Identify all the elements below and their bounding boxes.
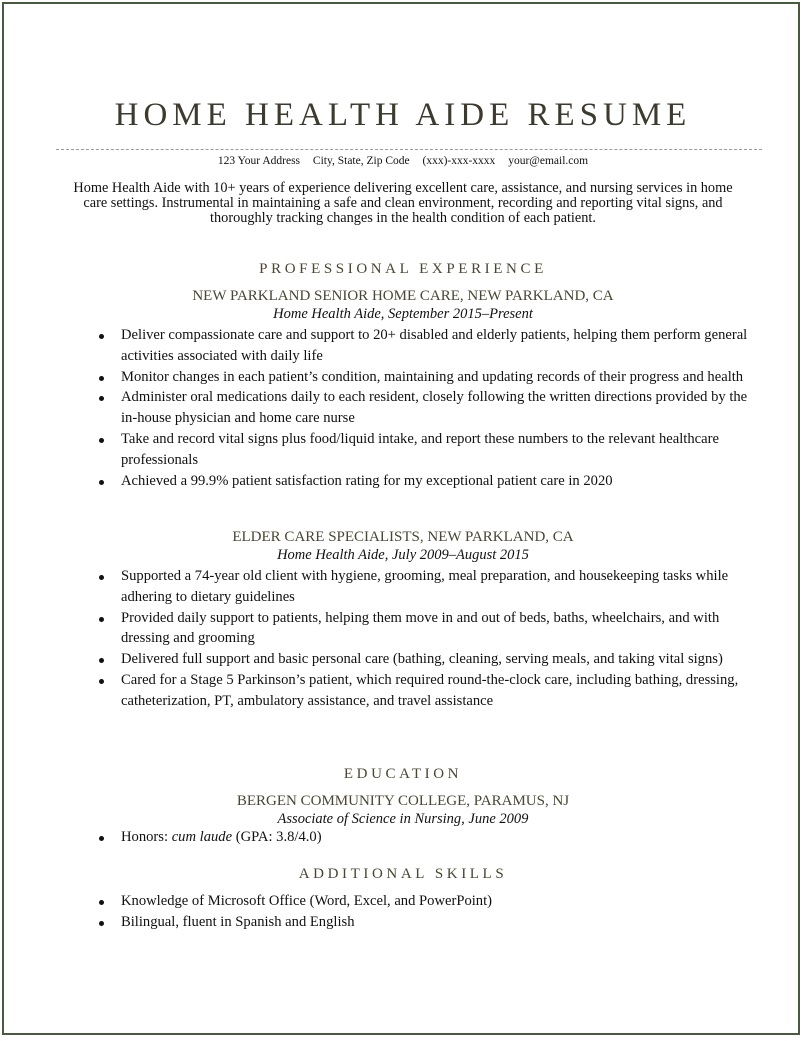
contact-address: 123 Your Address [217,155,301,167]
skills-bullet-list [98,891,748,933]
education-school: BERGEN COMMUNITY COLLEGE, PARAMUS, NJ [236,793,570,809]
list-item: Deliver compassionate care and support to 20+ disabled and elderly patients, helping them perform general activities associated with daily life [98,325,748,367]
list-item: Administer oral medications daily to each resident, closely following the written directions provided by the in-house physician and home care nurse [98,387,748,429]
job-bullet-list [98,325,748,491]
education-degree: Associate of Science in Nursing, June 2009 [277,811,529,827]
list-item [98,827,748,848]
resume-title: HOME HEALTH AIDE RESUME [114,97,692,133]
contact-city: City, State, Zip Code [312,155,410,167]
contact-line [0,153,806,169]
list-item: Take and record vital signs plus food/liquid intake, and report these numbers to the relevant healthcare professionals [98,429,748,471]
list-item: Achieved a 99.9% patient satisfaction rating for my exceptional patient care in 2020 [98,471,748,492]
job-company: NEW PARKLAND SENIOR HOME CARE, NEW PARKLAND, CA [192,288,614,304]
list-item: Delivered full support and basic personal care (bathing, cleaning, serving meals, and taking vital signs) [98,649,748,670]
education-bullet-list [98,827,748,848]
skills-heading: ADDITIONAL SKILLS [298,866,508,882]
list-item: Supported a 74-year old client with hygiene, grooming, meal preparation, and housekeeping tasks while adhering to dietary guidelines [98,566,748,608]
list-item: Monitor changes in each patient’s condition, maintaining and updating records of their progress and health [98,367,748,388]
honors-gpa: (GPA: 3.8/4.0) [235,829,322,845]
list-item: Bilingual, fluent in Spanish and English [98,912,748,933]
summary-paragraph: Home Health Aide with 10+ years of experience delivering excellent care, assistance, and nursing services in home care settings. Instrumental in maintaining a safe and clean environment, recording and reporting vital signs, and thoroughly tracking changes in the health condition of each patient. [73,180,733,226]
honors-distinction: cum laude [171,829,233,845]
job-company: ELDER CARE SPECIALISTS, NEW PARKLAND, CA [232,529,574,545]
honors-label: Honors: [121,829,169,845]
job-role: Home Health Aide, July 2009–August 2015 [277,547,529,563]
list-item: Knowledge of Microsoft Office (Word, Excel, and PowerPoint) [98,891,748,912]
list-item: Provided daily support to patients, helping them move in and out of beds, baths, wheelchairs, and with dressing and grooming [98,608,748,650]
list-item: Cared for a Stage 5 Parkinson’s patient, which required round-the-clock care, including bathing, dressing, catheterization, PT, ambulatory assistance, and travel assistance [98,670,748,712]
contact-phone: (xxx)-xxx-xxxx [422,155,496,167]
contact-email: your@email.com [508,155,589,167]
title-divider [56,149,762,150]
experience-heading: PROFESSIONAL EXPERIENCE [259,261,547,277]
education-heading: EDUCATION [343,766,463,782]
job-bullet-list [98,566,748,712]
job-role: Home Health Aide, September 2015–Present [273,306,533,322]
